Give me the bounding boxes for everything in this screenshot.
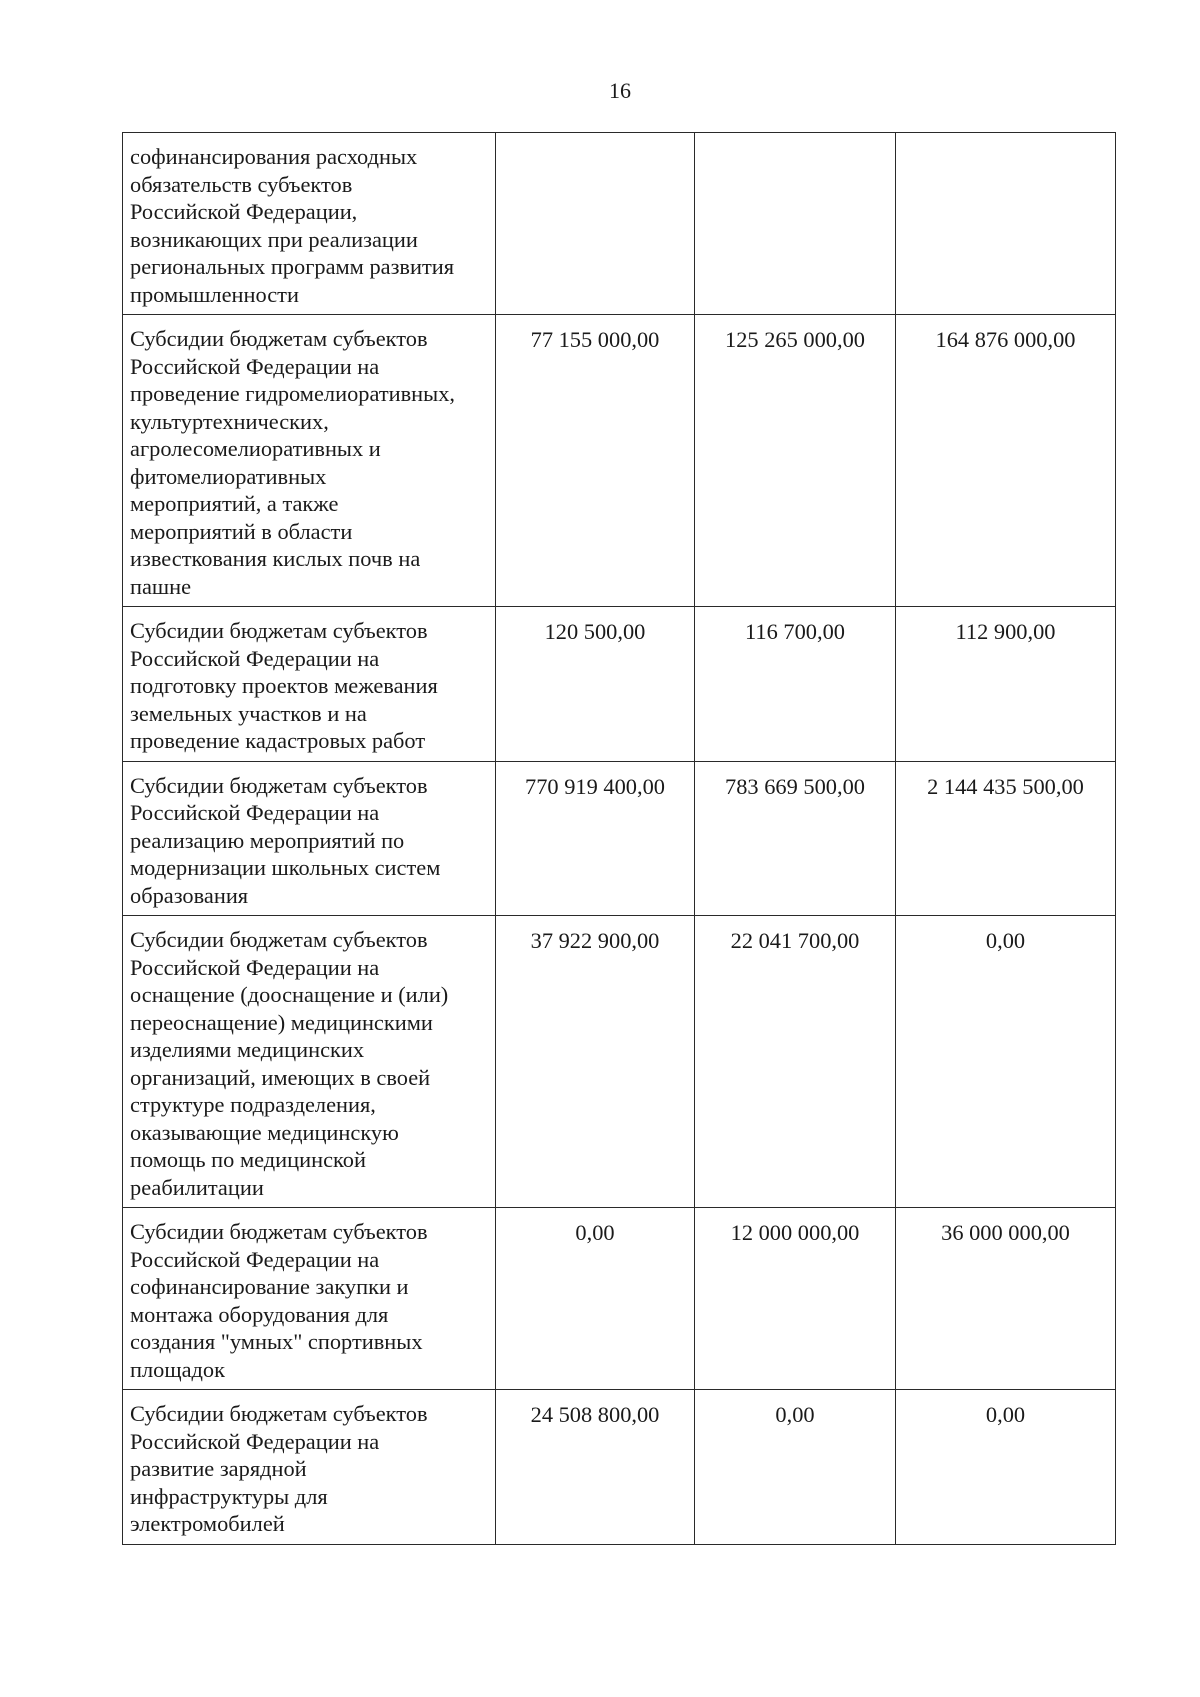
table-row xyxy=(123,1390,1116,1545)
table-row xyxy=(123,607,1116,762)
row-value-1: 37 922 900,00 xyxy=(496,916,695,1208)
table-body xyxy=(123,133,1116,1545)
row-description: Субсидии бюджетам субъектов Российской Федерации на развитие зарядной инфраструктуры для электромобилей xyxy=(123,1390,496,1545)
subsidies-table xyxy=(122,132,1116,1545)
table-row xyxy=(123,916,1116,1208)
row-value-2: 22 041 700,00 xyxy=(695,916,896,1208)
row-value-3: 0,00 xyxy=(896,916,1116,1208)
row-description: Субсидии бюджетам субъектов Российской Федерации на проведение гидромелиоративных, культуртехнических, агролесомелиоративных и фитомелиоративных мероприятий, а также мероприятий в области известкования кислых почв на пашне xyxy=(123,315,496,607)
table-row xyxy=(123,315,1116,607)
table-row xyxy=(123,1208,1116,1390)
row-value-2: 125 265 000,00 xyxy=(695,315,896,607)
row-value-2: 0,00 xyxy=(695,1390,896,1545)
row-description: Субсидии бюджетам субъектов Российской Федерации на оснащение (дооснащение и (или) переоснащение) медицинскими изделиями медицинских организаций, имеющих в своей структуре подразделения, оказывающие медицинскую помощь по медицинской реабилитации xyxy=(123,916,496,1208)
row-value-1 xyxy=(496,133,695,315)
row-value-3: 0,00 xyxy=(896,1390,1116,1545)
table-row xyxy=(123,761,1116,916)
row-value-3: 36 000 000,00 xyxy=(896,1208,1116,1390)
row-value-1: 0,00 xyxy=(496,1208,695,1390)
row-value-2: 783 669 500,00 xyxy=(695,761,896,916)
row-description: Субсидии бюджетам субъектов Российской Федерации на подготовку проектов межевания земельных участков и на проведение кадастровых работ xyxy=(123,607,496,762)
row-value-1: 77 155 000,00 xyxy=(496,315,695,607)
row-value-1: 24 508 800,00 xyxy=(496,1390,695,1545)
row-value-1: 120 500,00 xyxy=(496,607,695,762)
table-row xyxy=(123,133,1116,315)
page-number: 16 xyxy=(609,78,631,103)
row-value-2 xyxy=(695,133,896,315)
row-value-2: 116 700,00 xyxy=(695,607,896,762)
row-description: софинансирования расходных обязательств субъектов Российской Федерации, возникающих при реализации региональных программ развития промышленности xyxy=(123,133,496,315)
row-value-3 xyxy=(896,133,1116,315)
row-value-3: 2 144 435 500,00 xyxy=(896,761,1116,916)
row-value-2: 12 000 000,00 xyxy=(695,1208,896,1390)
row-value-3: 164 876 000,00 xyxy=(896,315,1116,607)
row-description: Субсидии бюджетам субъектов Российской Федерации на реализацию мероприятий по модернизации школьных систем образования xyxy=(123,761,496,916)
row-value-3: 112 900,00 xyxy=(896,607,1116,762)
row-value-1: 770 919 400,00 xyxy=(496,761,695,916)
row-description: Субсидии бюджетам субъектов Российской Федерации на софинансирование закупки и монтажа оборудования для создания "умных" спортивных площадок xyxy=(123,1208,496,1390)
